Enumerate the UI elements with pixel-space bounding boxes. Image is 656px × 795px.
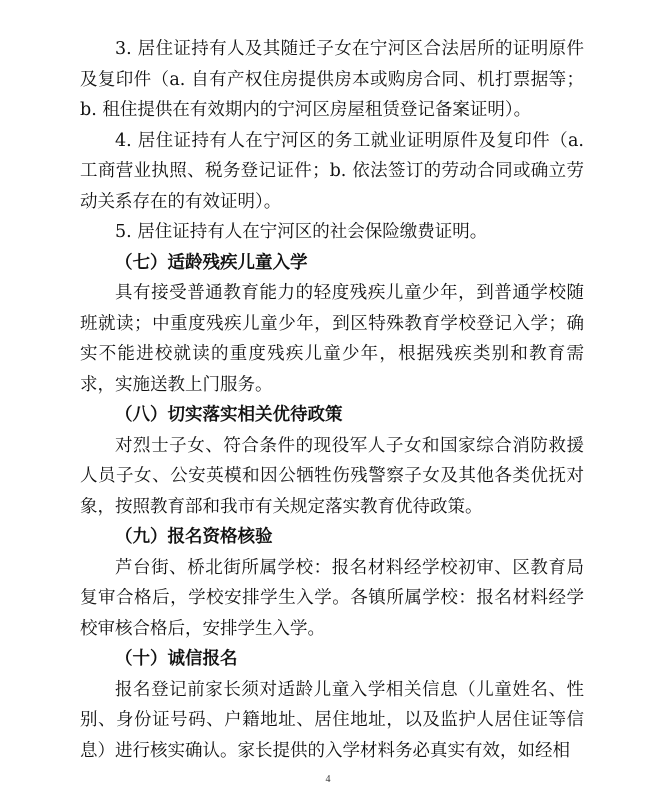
paragraph-disabled-children: 具有接受普通教育能力的轻度残疾儿童少年，到普通学校随班就读；中重度残疾儿童少年，到区特殊教育学校登记入学；确实不能进校就读的重度残疾儿童少年，根据残疾类别和教育需求，实施送教上门服务。 xyxy=(80,283,584,395)
paragraph-item-5: 5. 居住证持有人在宁河区的社会保险缴费证明。 xyxy=(115,222,488,242)
paragraph-honest-registration: 报名登记前家长须对适龄儿童入学相关信息（儿童姓名、性别、身份证号码、户籍地址、居住地址，以及监护人居住证等信息）进行核实确认。家长提供的入学材料务必真实有效，如经相 xyxy=(80,679,584,761)
section-heading-7: （七）适龄残疾儿童入学 xyxy=(115,252,308,273)
document-body xyxy=(80,34,584,766)
section-heading-10: （十）诚信报名 xyxy=(115,649,238,669)
paragraph-preferential-policy: 对烈士子女、符合条件的现役军人子女和国家综合消防救援人员子女、公安英模和因公牺牲伤残警察子女及其他各类优抚对象，按照教育部和我市有关规定落实教育优待政策。 xyxy=(80,435,584,517)
paragraph-item-4: 4. 居住证持有人在宁河区的务工就业证明原件及复印件（a. 工商营业执照、税务登记证件；b. 依法签订的劳动合同或确立劳动关系存在的有效证明）。 xyxy=(80,130,584,212)
section-heading-8: （八）切实落实相关优待政策 xyxy=(115,405,343,425)
section-heading-9: （九）报名资格核验 xyxy=(115,527,273,547)
paragraph-qualification-check: 芦台街、桥北街所属学校：报名材料经学校初审、区教育局复审合格后，学校安排学生入学。各镇所属学校：报名材料经学校审核合格后，安排学生入学。 xyxy=(80,557,584,639)
paragraph-item-3: 3. 居住证持有人及其随迁子女在宁河区合法居所的证明原件及复印件（a. 自有产权住房提供房本或购房合同、机打票据等；b. 租住提供在有效期内的宁河区房屋租赁登记备案证明）。 xyxy=(80,39,584,120)
page-number: 4 xyxy=(325,774,331,785)
